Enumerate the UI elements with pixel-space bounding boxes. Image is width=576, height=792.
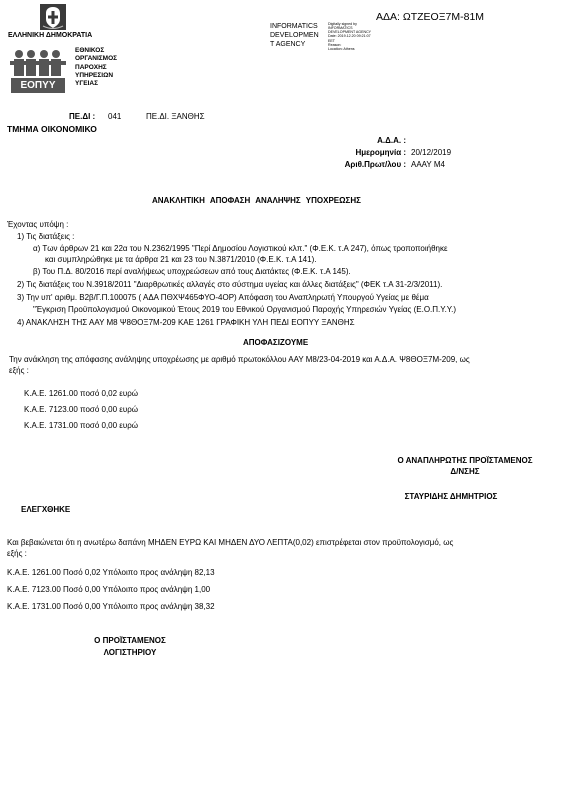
date-value: 20/12/2019: [411, 148, 452, 157]
date-label: Ημερομηνία :: [355, 148, 406, 157]
decide-kae-line: Κ.Α.Ε. 1261.00 ποσό 0,02 ευρώ: [24, 389, 139, 398]
republic-name: ΕΛΛΗΝΙΚΗ ΔΗΜΟΚΡΑΤΙΑ: [8, 32, 93, 39]
org-name: [75, 47, 117, 88]
pedi-code: 041: [108, 112, 122, 121]
accounting-title: Ο ΠΡΟΪΣΤΑΜΕΝΟΣ: [94, 636, 166, 645]
decide-kae-line: Κ.Α.Ε. 7123.00 ποσό 0,00 ευρώ: [24, 405, 139, 414]
decide-text: εξής :: [9, 366, 29, 375]
signature-detail: Date: 2019.12.20 09:21:07: [328, 34, 371, 39]
agency-line: DEVELOPMEN: [270, 32, 319, 39]
org-line: ΟΡΓΑΝΙΣΜΟΣ: [75, 55, 118, 63]
considering-item: β) Του Π.Δ. 80/2016 περί αναλήψεως υποχρεώσεων από τους Διατάκτες (Φ.Ε.Κ. τ.Α 145).: [33, 267, 351, 276]
digital-signature-details: [328, 22, 371, 51]
checked-kae-line: Κ.Α.Ε. 1731.00 Ποσό 0,00 Υπόλοιπο προς ανάληψη 38,32: [7, 602, 215, 611]
checked-kae-line: Κ.Α.Ε. 7123.00 Ποσό 0,00 Υπόλοιπο προς ανάληψη 1,00: [7, 585, 211, 594]
signature-detail: Digitally signed by: [328, 22, 357, 26]
decide-text: Την ανάκληση της απόφασης ανάληψης υποχρέωσης με αριθμό πρωτοκόλλου ΑΑΥ Μ8/23-04-2019 και Α.Δ.Α. Ψ8ΘΟΞ7Μ-209, ως: [9, 355, 470, 364]
signature-detail: Location: Athens: [328, 46, 355, 51]
checked-kae-line: Κ.Α.Ε. 1261.00 Ποσό 0,02 Υπόλοιπο προς ανάληψη 82,13: [7, 568, 215, 577]
checked-text: εξής :: [7, 549, 27, 558]
digital-signature-agency: [270, 22, 319, 49]
ada-top: ΑΔΑ: ΩΤΖΕΟΞ7Μ-81Μ: [376, 11, 485, 23]
org-line: ΥΠΗΡΕΣΙΩΝ: [75, 71, 114, 79]
signatory-name: ΣΤΑΥΡΙΔΗΣ ΔΗΜΗΤΡΙΟΣ: [404, 492, 498, 501]
eopyy-logo: [9, 48, 67, 94]
org-line: ΠΑΡΟΧΗΣ: [75, 63, 107, 71]
decide-heading: ΑΠΟΦΑΣΙΖΟΥΜΕ: [243, 338, 309, 347]
considering-item: 2) Τις διατάξεις του Ν.3918/2011 "Διαρθρωτικές αλλαγές στο σύστημα υγείας και άλλες διατάξεις" (ΦΕΚ τ.Α 31-2/3/2011).: [17, 280, 443, 289]
signature-detail: EET: [328, 38, 335, 43]
logo-text: ΕΟΠΥΥ: [20, 80, 56, 91]
decide-kae-line: Κ.Α.Ε. 1731.00 ποσό 0,00 ευρώ: [24, 421, 139, 430]
coat-of-arms-icon: [40, 4, 66, 30]
agency-line: INFORMATICS: [270, 23, 318, 30]
document-title: ΑΝΑΚΛΗΤΙΚΗ ΑΠΟΦΑΣΗ ΑΝΑΛΗΨΗΣ ΥΠΟΧΡΕΩΣΗΣ: [152, 196, 361, 205]
checked-heading: ΕΛΕΓΧΘΗΚΕ: [21, 505, 71, 514]
considering-item: και συμπληρώθηκε με τα άρθρα 21 και 23 του Ν.3871/2010 (Φ.Ε.Κ. τ.Α 141).: [45, 255, 317, 264]
org-line: ΕΘΝΙΚΟΣ: [75, 47, 105, 54]
agency-line: T AGENCY: [270, 41, 306, 48]
considering-item: "Έγκριση Προϋπολογισμού Οικονομικού Έτους 2019 του Εθνικού Οργανισμού Παροχής Υπηρεσιών Υγείας (Ε.Ο.Π.Υ.Υ.): [33, 305, 456, 314]
protocol-value: ΑΑΑΥ Μ4: [411, 160, 445, 169]
signatory-title: Δ/ΝΣΗΣ: [450, 467, 480, 476]
considering-intro: Έχοντας υπόψη :: [7, 220, 69, 229]
signature-detail: INFORMATICS: [328, 26, 353, 31]
pedi-name: ΠΕ.ΔΙ. ΞΑΝΘΗΣ: [146, 112, 205, 121]
signature-detail: Reason:: [328, 42, 342, 47]
pedi-label: ΠΕ.ΔΙ :: [69, 112, 96, 121]
protocol-label: Αριθ.Πρωτ/λου :: [344, 160, 406, 169]
considering-item: 1) Τις διατάξεις :: [17, 232, 75, 241]
considering-item: 3) Την υπ' αριθμ. Β2β/Γ.Π.100075 ( ΑΔΑ ΠΘΧΨ465ΦΥΟ-4ΟΡ) Απόφαση του Αναπληρωτή Υπουργού Υγείας με θέμα: [17, 293, 429, 302]
considering-item: 4) ΑΝΑΚΛΗΣΗ ΤΗΣ ΑΑΥ Μ8 Ψ8ΘΟΞ7Μ-209 ΚΑΕ 1261 ΓΡΑΦΙΚΗ ΥΛΗ ΠΕΔΙ ΕΟΠΥΥ ΞΑΝΘΗΣ: [17, 318, 355, 327]
department: ΤΜΗΜΑ ΟΙΚΟΝΟΜΙΚΟ: [7, 124, 97, 134]
checked-text: Και βεβαιώνεται ότι η ανωτέρω δαπάνη ΜΗΔΕΝ ΕΥΡΩ ΚΑΙ ΜΗΔΕΝ ΔΥΟ ΛΕΠΤΑ(0,02) επιστρέφεται στον προϋπολογισμό, ως: [7, 538, 454, 547]
accounting-title: ΛΟΓΙΣΤΗΡΙΟΥ: [103, 648, 157, 657]
ada-label: Α.Δ.Α. :: [377, 136, 406, 145]
org-line: ΥΓΕΙΑΣ: [75, 80, 98, 88]
signature-detail: DEVELOPMENT AGENCY: [328, 30, 372, 35]
considering-item: α) Των άρθρων 21 και 22α του Ν.2362/1995 "Περί Δημοσίου Λογιστικού κλπ." (Φ.Ε.Κ. τ.Α 247), όπως τροποποιήθηκε: [33, 244, 448, 253]
signatory-title: Ο ΑΝΑΠΛΗΡΩΤΗΣ ΠΡΟΪΣΤΑΜΕΝΟΣ: [397, 456, 533, 465]
